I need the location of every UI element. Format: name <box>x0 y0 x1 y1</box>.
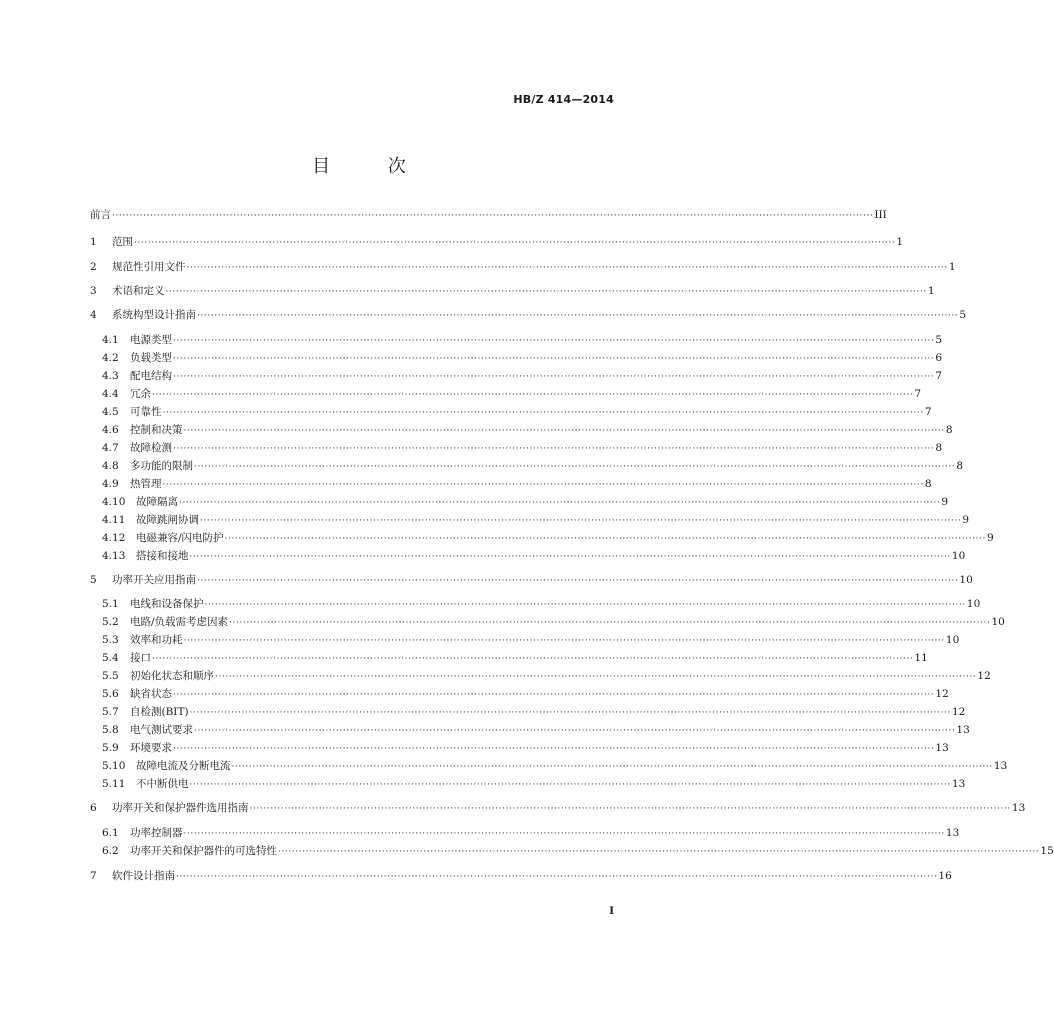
toc-entry-number: 5.4 <box>102 652 119 664</box>
toc-entry-number: 4.4 <box>102 388 119 400</box>
toc-dot-leader: ···························································································································································································································· <box>179 498 941 508</box>
toc-dot-leader: ···························································································································································································································· <box>189 708 951 718</box>
toc-entry-number: 5.3 <box>102 634 119 646</box>
toc-dot-leader: ···························································································································································································································· <box>189 780 951 790</box>
toc-entry-title: 术语和定义 <box>112 285 165 297</box>
toc-dot-leader: ···························································································································································································································· <box>112 211 874 221</box>
toc-dot-leader: ···························································································································································································································· <box>173 444 935 454</box>
toc-entry-title: 功率开关和保护器件选用指南 <box>112 802 249 814</box>
toc-dot-leader: ···························································································································································································································· <box>186 263 948 273</box>
toc-entry-page: 5 <box>935 334 943 346</box>
toc-entry-title: 控制和决策 <box>130 424 183 436</box>
toc-dot-leader: ···························································································································································································································· <box>215 672 977 682</box>
toc-entry <box>102 549 966 563</box>
toc-entry-page: 13 <box>935 742 949 754</box>
toc-dot-leader: ···························································································································································································································· <box>176 872 938 882</box>
toc-entry-title: 软件设计指南 <box>112 870 175 882</box>
toc-entry-title: 规范性引用文件 <box>112 261 186 273</box>
toc-entry-page: 13 <box>1011 802 1026 814</box>
toc-entry-title: 电路/负载需考虑因素 <box>130 616 229 628</box>
toc-entry-page: 10 <box>945 634 960 646</box>
toc-entry-page: 13 <box>956 724 970 736</box>
toc-entry <box>102 633 960 647</box>
toc-dot-leader: ···························································································································································································································· <box>278 847 1040 857</box>
toc-dot-leader: ···························································································································································································································· <box>194 462 956 472</box>
toc-dot-leader: ···························································································································································································································· <box>162 408 924 418</box>
toc-entry <box>90 208 887 222</box>
toc-entry-number: 4.3 <box>102 370 119 382</box>
toc-entry-title: 可靠性 <box>130 406 162 418</box>
toc-entry-page: 11 <box>914 652 928 664</box>
toc-entry <box>102 723 970 737</box>
toc-entry-page: 10 <box>966 598 981 610</box>
toc-entry-number: 4.8 <box>102 460 119 472</box>
toc-entry-page: 10 <box>951 550 966 562</box>
toc-entry-title: 功率控制器 <box>130 827 183 839</box>
toc-entry-title: 电磁兼容/闪电防护 <box>136 532 224 544</box>
toc-entry-title: 配电结构 <box>130 370 172 382</box>
toc-entry <box>90 284 935 298</box>
toc-entry <box>102 777 966 791</box>
toc-entry-title: 故障隔离 <box>136 496 178 508</box>
toc-entry-page: 9 <box>986 532 994 544</box>
document-code: HB/Z 414—2014 <box>513 93 614 106</box>
toc-dot-leader: ···························································································································································································································· <box>231 762 993 772</box>
toc-entry-number: 4.12 <box>102 532 126 544</box>
toc-entry-title: 自检测(BIT) <box>130 706 189 718</box>
toc-entry-number: 3 <box>90 285 97 297</box>
page-number: I <box>609 905 614 917</box>
toc-entry-page: 13 <box>951 778 966 790</box>
toc-entry-number: 5 <box>90 574 97 586</box>
toc-entry <box>102 597 981 611</box>
toc-entry-number: 5.5 <box>102 670 119 682</box>
toc-entry-number: 4.5 <box>102 406 119 418</box>
toc-dot-leader: ···························································································································································································································· <box>189 552 951 562</box>
toc-entry <box>102 387 922 401</box>
toc-dot-leader: ···························································································································································································································· <box>173 336 935 346</box>
toc-dot-leader: ···························································································································································································································· <box>173 744 935 754</box>
toc-entry-page: 1 <box>896 236 904 248</box>
toc-entry-number: 5.1 <box>102 598 119 610</box>
toc-dot-leader: ···························································································································································································································· <box>197 576 959 586</box>
toc-dot-leader: ···························································································································································································································· <box>183 426 945 436</box>
toc-entry <box>102 759 1008 773</box>
toc-entry-page: 9 <box>941 496 949 508</box>
toc-entry-title: 故障检测 <box>130 442 172 454</box>
toc-entry-page: 13 <box>993 760 1008 772</box>
toc-entry-page: 1 <box>927 285 935 297</box>
toc-entry-number: 5.10 <box>102 760 126 772</box>
toc-entry <box>102 531 994 545</box>
toc-entry-title: 接口 <box>130 652 151 664</box>
toc-dot-leader: ···························································································································································································································· <box>200 516 962 526</box>
toc-entry-page: 13 <box>945 827 960 839</box>
toc-entry <box>90 869 952 883</box>
page-title: 目 次 <box>312 156 432 177</box>
toc-entry-title: 故障跳闸协调 <box>136 514 199 526</box>
toc-entry-page: 1 <box>948 261 956 273</box>
toc-entry-number: 4.7 <box>102 442 119 454</box>
toc-entry-page: III <box>874 209 887 221</box>
toc-entry <box>90 308 967 322</box>
toc-entry <box>90 235 904 249</box>
toc-dot-leader: ···························································································································································································································· <box>165 287 927 297</box>
toc-dot-leader: ···························································································································································································································· <box>162 480 924 490</box>
toc-entry-page: 12 <box>977 670 991 682</box>
toc-entry-title: 热管理 <box>130 478 162 490</box>
toc-entry <box>102 705 966 719</box>
toc-entry-page: 10 <box>991 616 1005 628</box>
toc-entry-number: 6 <box>90 802 97 814</box>
toc-entry-page: 8 <box>945 424 953 436</box>
toc-dot-leader: ···························································································································································································································· <box>194 726 956 736</box>
toc-entry-title: 多功能的限制 <box>130 460 193 472</box>
toc-entry <box>102 423 953 437</box>
toc-entry-page: 9 <box>962 514 970 526</box>
toc-entry <box>102 826 960 840</box>
toc-entry <box>102 477 932 491</box>
toc-entry-number: 6.2 <box>102 845 119 857</box>
toc-entry-page: 12 <box>951 706 966 718</box>
toc-entry-number: 4.13 <box>102 550 126 562</box>
toc-entry-title: 环境要求 <box>130 742 172 754</box>
toc-entry-title: 故障电流及分断电流 <box>136 760 231 772</box>
toc-dot-leader: ···························································································································································································································· <box>224 534 986 544</box>
toc-entry <box>102 669 991 683</box>
toc-dot-leader: ···························································································································································································································· <box>152 390 914 400</box>
toc-entry-title: 范围 <box>112 236 133 248</box>
toc-entry-number: 1 <box>90 236 97 248</box>
toc-entry-page: 8 <box>956 460 964 472</box>
toc-entry <box>102 615 1005 629</box>
toc-entry-page: 6 <box>935 352 943 364</box>
toc-entry-number: 7 <box>90 870 97 882</box>
toc-entry-number: 4.1 <box>102 334 119 346</box>
toc-entry <box>102 369 943 383</box>
toc-dot-leader: ···························································································································································································································· <box>173 690 935 700</box>
toc-entry-title: 功率开关应用指南 <box>112 574 196 586</box>
toc-entry-page: 12 <box>935 688 949 700</box>
toc-entry-page: 8 <box>935 442 943 454</box>
toc-dot-leader: ···························································································································································································································· <box>134 238 896 248</box>
toc-entry <box>102 513 970 527</box>
toc-dot-leader: ···························································································································································································································· <box>183 636 945 646</box>
toc-entry-number: 4.6 <box>102 424 119 436</box>
toc-entry-title: 效率和功耗 <box>130 634 183 646</box>
toc-entry-title: 电气测试要求 <box>130 724 193 736</box>
toc-entry-number: 5.2 <box>102 616 119 628</box>
toc-entry-number: 4.11 <box>102 514 126 526</box>
toc-entry-page: 15 <box>1040 845 1054 857</box>
toc-entry <box>102 741 949 755</box>
toc-entry-page: 16 <box>938 870 952 882</box>
toc-entry <box>102 459 964 473</box>
toc-entry-number: 5.11 <box>102 778 126 790</box>
toc-entry-title: 搭接和接地 <box>136 550 189 562</box>
toc-entry <box>102 651 928 665</box>
toc-entry-number: 2 <box>90 261 97 273</box>
toc-entry-title: 初始化状态和顺序 <box>130 670 214 682</box>
toc-entry-title: 前言 <box>90 209 111 221</box>
toc-entry-number: 5.9 <box>102 742 119 754</box>
toc-dot-leader: ···························································································································································································································· <box>197 311 959 321</box>
toc-entry-number: 4 <box>90 309 97 321</box>
toc-entry-title: 冗余 <box>130 388 151 400</box>
toc-entry-title: 功率开关和保护器件的可选特性 <box>130 845 277 857</box>
toc-entry-title: 系统构型设计指南 <box>112 309 196 321</box>
toc-entry <box>102 844 1054 858</box>
toc-entry-title: 电源类型 <box>130 334 172 346</box>
toc-entry-page: 5 <box>959 309 967 321</box>
toc-entry <box>102 333 943 347</box>
toc-entry <box>90 801 1026 815</box>
toc-dot-leader: ···························································································································································································································· <box>204 600 966 610</box>
toc-dot-leader: ···························································································································································································································· <box>183 829 945 839</box>
toc-entry-number: 6.1 <box>102 827 119 839</box>
toc-dot-leader: ···························································································································································································································· <box>152 654 914 664</box>
toc-dot-leader: ···························································································································································································································· <box>229 618 991 628</box>
toc-entry-number: 4.2 <box>102 352 119 364</box>
toc-entry-page: 7 <box>924 406 932 418</box>
toc-entry-title: 电线和设备保护 <box>130 598 204 610</box>
toc-entry-number: 5.6 <box>102 688 119 700</box>
toc-entry-number: 4.9 <box>102 478 119 490</box>
toc-entry-title: 不中断供电 <box>136 778 189 790</box>
toc-entry-page: 8 <box>924 478 932 490</box>
toc-dot-leader: ···························································································································································································································· <box>173 354 935 364</box>
toc-entry <box>102 495 949 509</box>
toc-entry <box>90 573 973 587</box>
toc-entry-page: 10 <box>959 574 973 586</box>
toc-dot-leader: ···························································································································································································································· <box>249 804 1011 814</box>
toc-entry-page: 7 <box>914 388 922 400</box>
toc-entry-number: 5.8 <box>102 724 119 736</box>
toc-dot-leader: ···························································································································································································································· <box>173 372 935 382</box>
toc-entry <box>102 441 943 455</box>
toc-entry-title: 缺省状态 <box>130 688 172 700</box>
toc-entry-number: 5.7 <box>102 706 119 718</box>
toc-entry <box>90 260 956 274</box>
toc-entry-page: 7 <box>935 370 943 382</box>
toc-entry <box>102 405 932 419</box>
toc-entry-number: 4.10 <box>102 496 126 508</box>
toc-entry <box>102 351 943 365</box>
toc-entry <box>102 687 949 701</box>
toc-entry-title: 负载类型 <box>130 352 172 364</box>
